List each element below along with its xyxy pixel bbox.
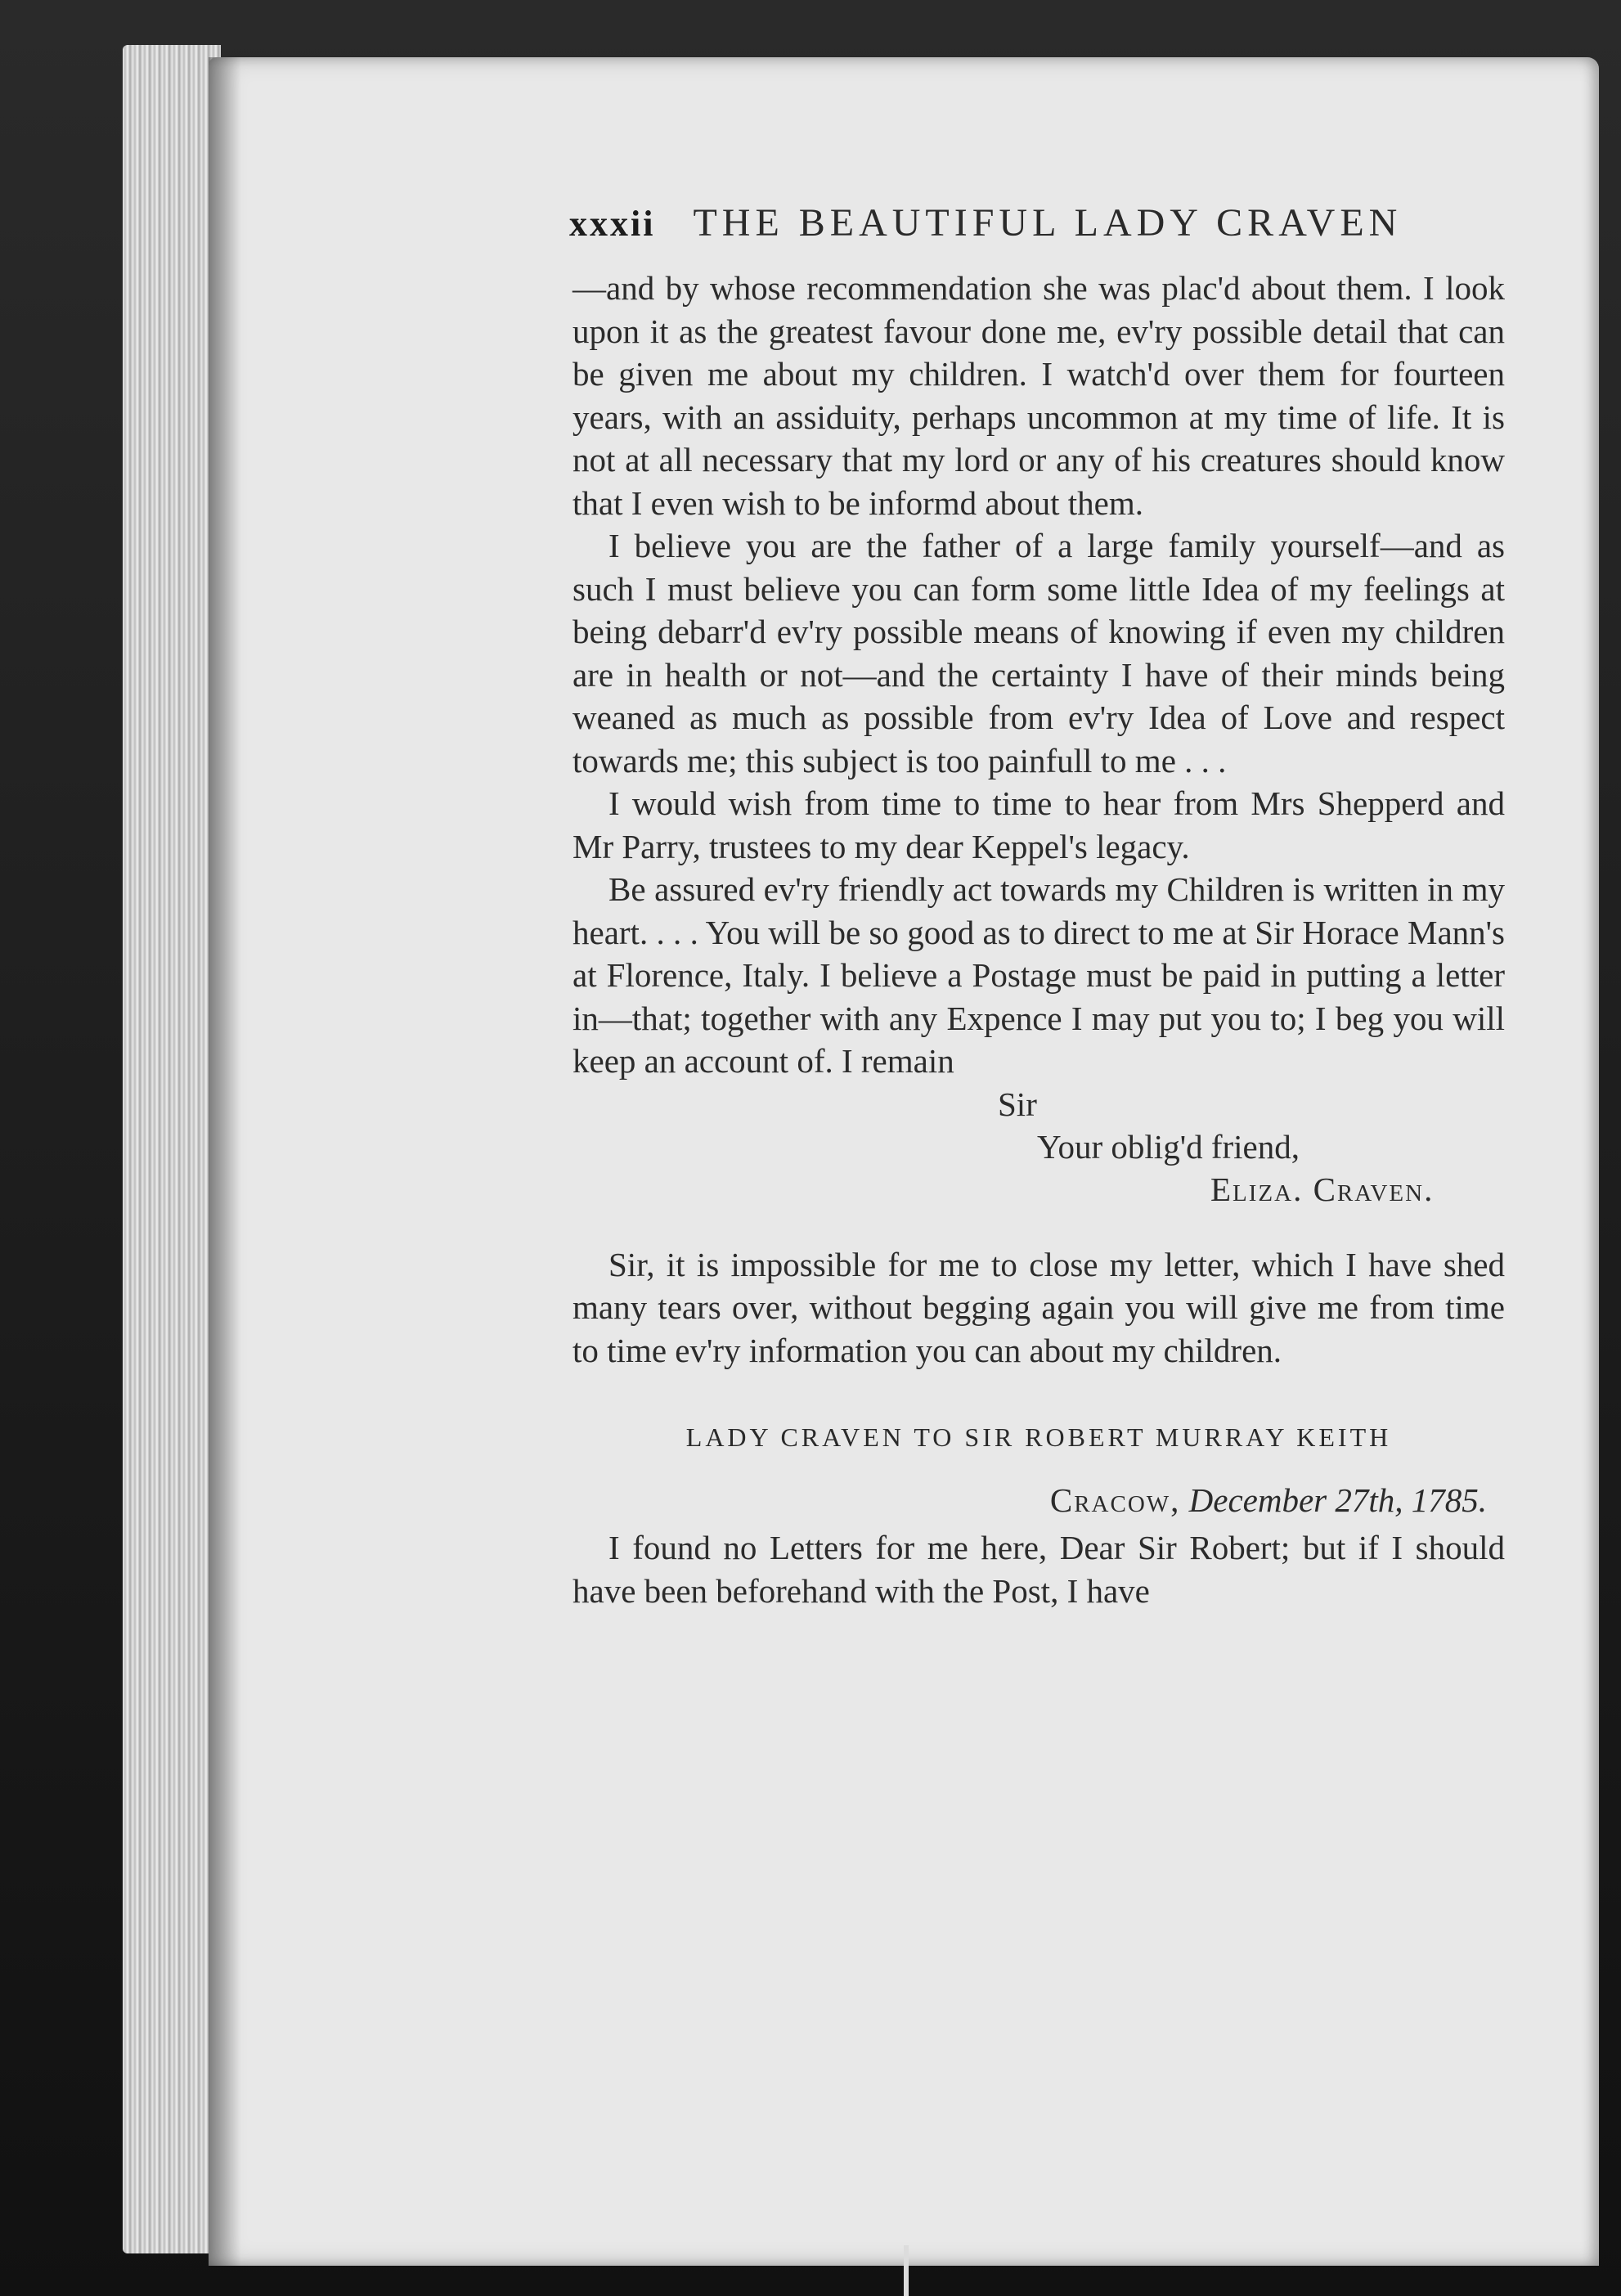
paragraph-2: I believe you are the father of a large family yourself—and as such I must believe you can form some little Idea of my feelings at being debarr'd ev'ry possible means of knowing if even my children are in health or not—and the certainty I have of their minds being weaned as much as possible from ev'ry Idea of Love and respect towards me; this subject is too painfull to me . . . [573, 527, 1505, 780]
running-title: THE BEAUTIFUL LADY CRAVEN [693, 201, 1403, 245]
salutation-sir: Sir [998, 1085, 1037, 1123]
dateline [573, 1480, 1505, 1520]
postscript: Sir, it is impossible for me to close my letter, which I have shed many tears over, without begging again you will give me from time to time ev'ry information you can about my children. [573, 1245, 1505, 1369]
paragraph-4: Be assured ev'ry friendly act towards my Children is written in my heart. . . . You will be so good as to direct to me at Sir Horace Mann's at Florence, Italy. I believe a Postage must be paid in putting a letter in—that; together with any Expence I may put you to; I beg you will keep an account of. I remain [573, 870, 1505, 1080]
page-content [569, 200, 1505, 1612]
binding-thread [904, 2245, 909, 2296]
paragraph-1: —and by whose recommendation she was plac'd about them. I look upon it as the greatest favour done me, ev'ry possible detail that can be given me about my children. I watch'd over them for fourteen years, with an assiduity, perhaps uncommon at my time of life. It is not at all necessary that my lord or any of his creatures should know that I even wish to be informd about them. [573, 269, 1505, 522]
dateline-date: December 27th, 1785. [1188, 1481, 1487, 1519]
letter-opening: I found no Letters for me here, Dear Sir Robert; but if I should have been beforehand with the Post, I have [573, 1529, 1505, 1610]
gutter-shadow [209, 57, 241, 2266]
paragraph-3: I would wish from time to time to hear from Mrs Shepperd and Mr Parry, trustees to my dear Keppel's legacy. [573, 784, 1505, 865]
dateline-place: Cracow, [1049, 1481, 1181, 1519]
running-head [569, 200, 1505, 245]
letter-heading: LADY CRAVEN TO SIR ROBERT MURRAY KEITH [685, 1422, 1392, 1452]
signature: Eliza. Craven. [1210, 1170, 1435, 1208]
closing-line: Your oblig'd friend, [1037, 1127, 1300, 1166]
book-page-edges [123, 45, 221, 2253]
page-number: xxxii [569, 204, 656, 244]
